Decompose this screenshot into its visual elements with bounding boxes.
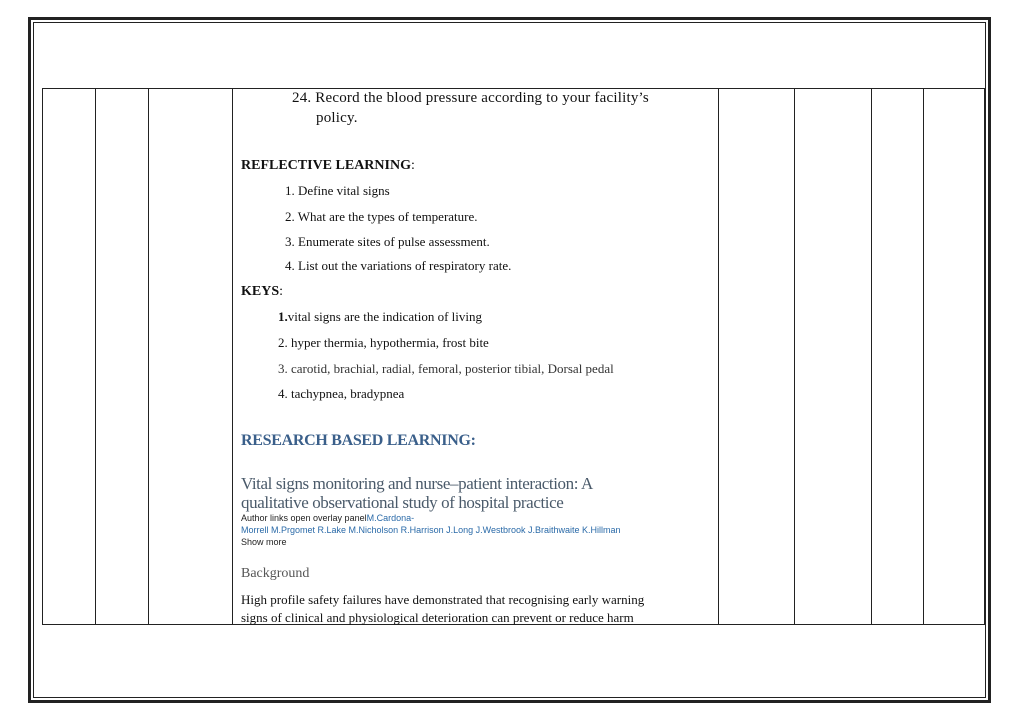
reflective-learning-heading: REFLECTIVE LEARNING: <box>241 158 415 173</box>
key-item: 1.vital signs are the indication of living <box>278 309 482 324</box>
table-column-divider <box>794 88 795 625</box>
author-list[interactable]: Morrell M.Prgomet R.Lake M.Nicholson R.Harrison J.Long J.Westbrook J.Braithwaite K.Hillman <box>241 525 621 535</box>
table-column-divider <box>718 88 719 625</box>
background-text-line2: signs of clinical and physiological deterioration can prevent or reduce harm <box>241 610 634 625</box>
research-based-learning-heading: RESEARCH BASED LEARNING: <box>241 432 476 449</box>
author-links: Author links open overlay panelM.Cardona- <box>241 513 415 523</box>
reflective-item: 2. What are the types of temperature. <box>285 209 478 224</box>
table-column-divider <box>923 88 924 625</box>
key-item: 4. tachypnea, bradypnea <box>278 386 405 401</box>
key-item: 2. hyper thermia, hypothermia, frost bite <box>278 335 489 350</box>
background-text-line1: High profile safety failures have demonstrated that recognising early warning <box>241 592 645 607</box>
step-24-line1: 24. Record the blood pressure according to your facility’s <box>292 90 649 106</box>
table-column-divider <box>871 88 872 625</box>
author-link[interactable]: M.Cardona- <box>366 513 415 523</box>
key-item: 3. carotid, brachial, radial, femoral, posterior tibial, Dorsal pedal <box>278 361 614 376</box>
article-title-line2: qualitative observational study of hospital practice <box>241 493 564 512</box>
background-label: Background <box>241 566 310 581</box>
show-more-link[interactable]: Show more <box>241 537 287 547</box>
keys-heading: KEYS: <box>241 284 284 299</box>
reflective-item: 3. Enumerate sites of pulse assessment. <box>285 234 490 249</box>
article-title-line1: Vital signs monitoring and nurse–patient interaction: A <box>241 474 593 493</box>
reflective-item: 4. List out the variations of respiratory rate. <box>285 258 512 273</box>
table-column-divider <box>95 88 96 625</box>
step-24-line2: policy. <box>316 110 358 126</box>
table-column-divider <box>148 88 149 625</box>
reflective-item: 1. Define vital signs <box>285 183 390 198</box>
procedure-content-cell <box>232 88 718 625</box>
